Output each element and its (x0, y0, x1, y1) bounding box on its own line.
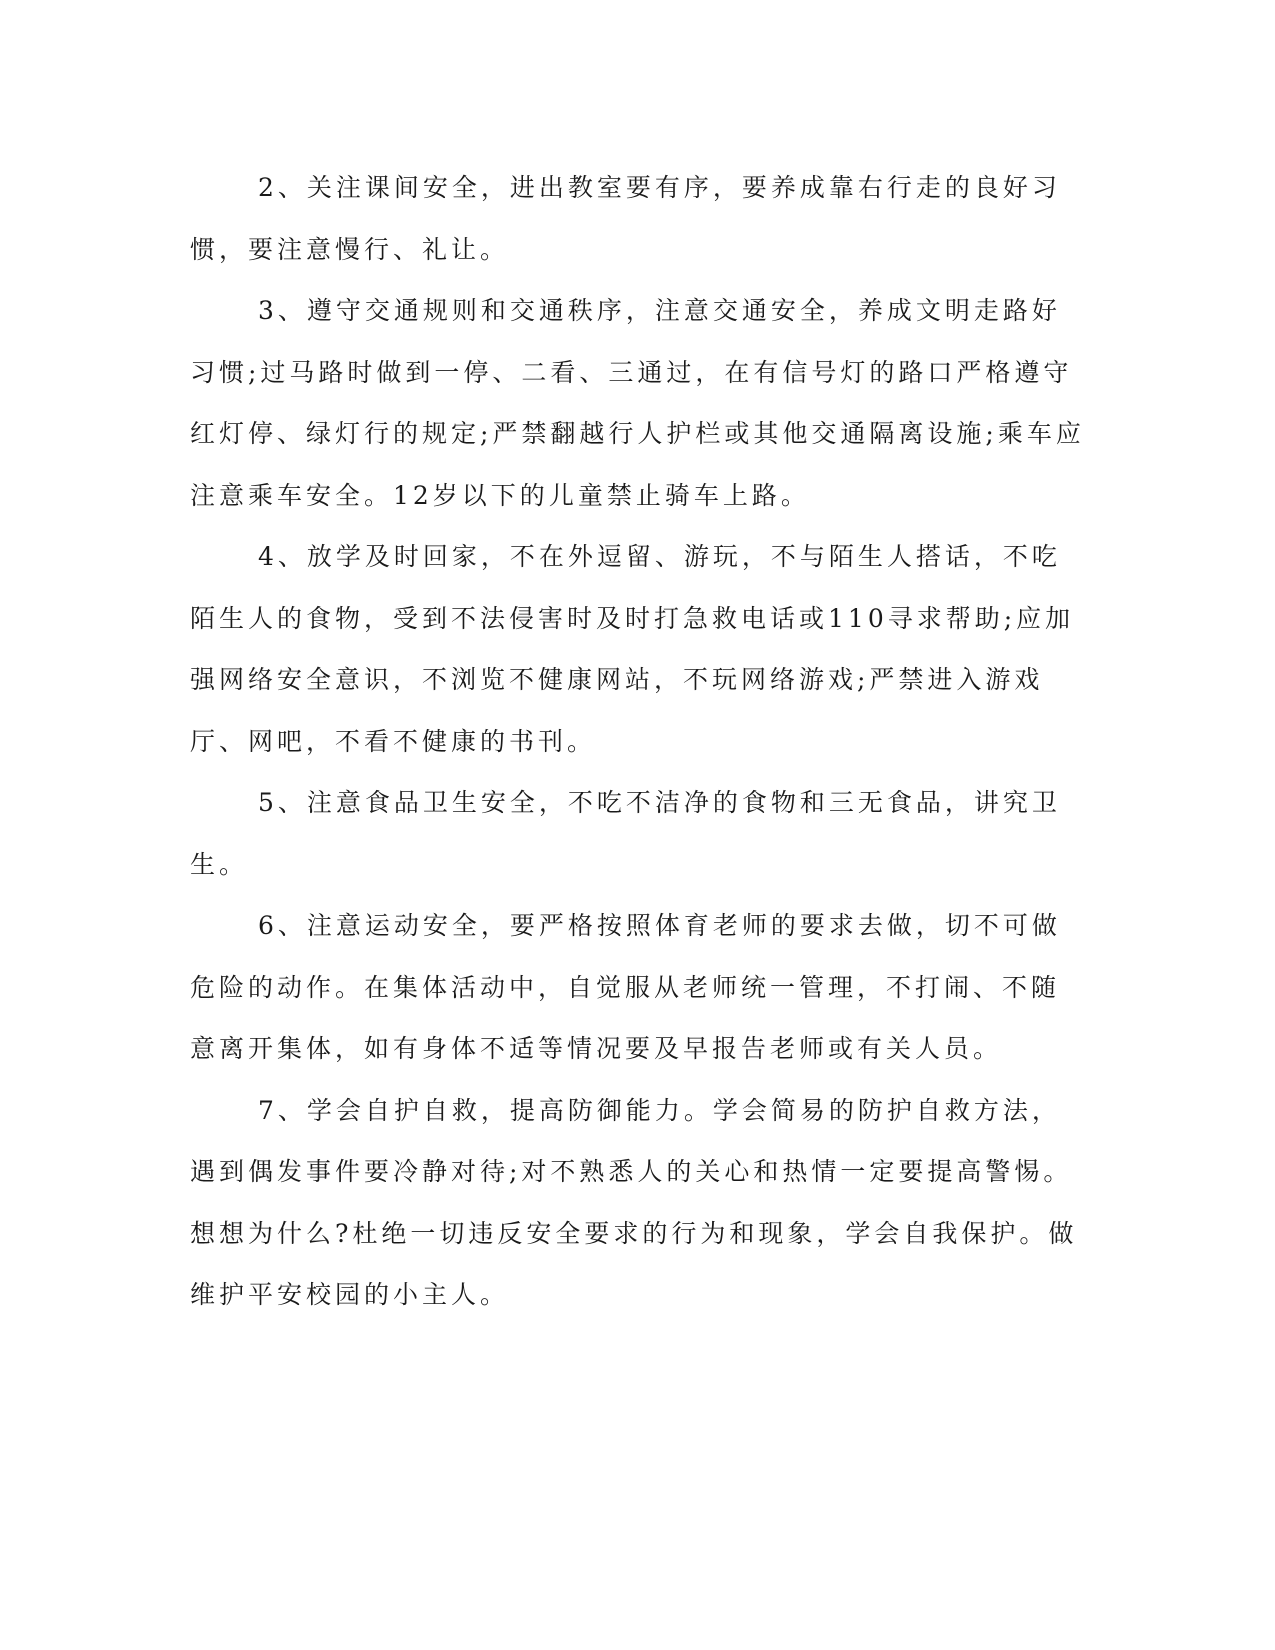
paragraph-item-3: 3、遵守交通规则和交通秩序，注意交通安全，养成文明走路好习惯;过马路时做到一停、二看、三通过，在有信号灯的路口严格遵守红灯停、绿灯行的规定;严禁翻越行人护栏或其他交通隔离设施;乘车应注意乘车安全。12岁以下的儿童禁止骑车上路。 (190, 296, 1085, 510)
paragraph-item-6: 6、注意运动安全，要严格按照体育老师的要求去做，切不可做危险的动作。在集体活动中，自觉服从老师统一管理，不打闹、不随意离开集体，如有身体不适等情况要及早报告老师或有关人员。 (190, 911, 1061, 1063)
paragraph-item-2: 2、关注课间安全，进出教室要有序，要养成靠右行走的良好习惯，要注意慢行、礼让。 (190, 173, 1061, 264)
paragraph-item-5: 5、注意食品卫生安全，不吃不洁净的食物和三无食品，讲究卫生。 (190, 788, 1061, 879)
paragraph-item-4: 4、放学及时回家，不在外逗留、游玩，不与陌生人搭话，不吃陌生人的食物，受到不法侵害时及时打急救电话或110寻求帮助;应加强网络安全意识，不浏览不健康网站，不玩网络游戏;严禁进入游戏厅、网吧，不看不健康的书刊。 (190, 542, 1075, 756)
document-body (190, 157, 1085, 1326)
paragraph-item-7: 7、学会自护自救，提高防御能力。学会简易的防护自救方法，遇到偶发事件要冷静对待;对不熟悉人的关心和热情一定要提高警惕。想想为什么?杜绝一切违反安全要求的行为和现象，学会自我保护。做维护平安校园的小主人。 (190, 1095, 1078, 1309)
